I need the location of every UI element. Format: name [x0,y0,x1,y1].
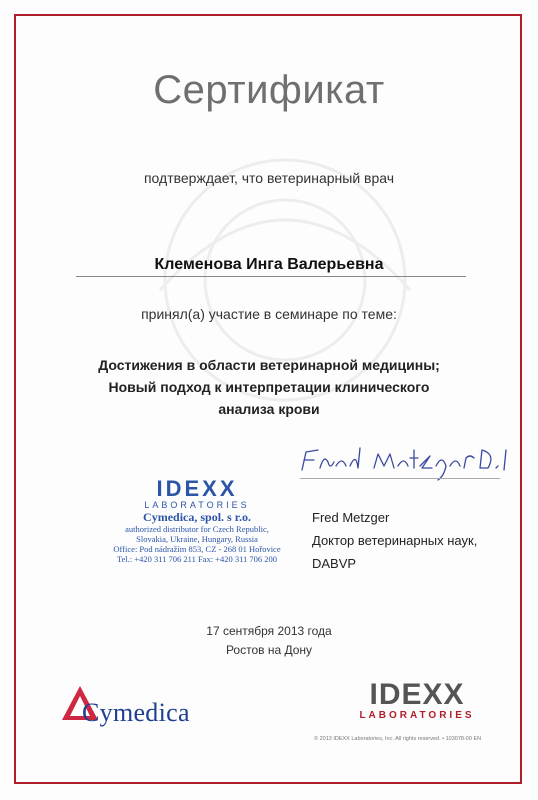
idexx-wordmark: IDEXX [369,678,465,711]
stamp-logo-sub: LABORATORIES [144,500,250,510]
signer-title: DABVP [312,556,357,571]
topic-line-3: анализа крови [218,401,320,417]
certificate-title: Сертификат [153,68,385,112]
confirm-text: подтверждает, что ветеринарный врач [143,170,395,186]
event-city: Ростов на Дону [225,643,313,657]
cymedica-wordmark: Cymedica [82,698,190,727]
signer-block [312,506,477,575]
event-date-place [0,622,538,660]
stamp-line-2: Slovakia, Ukraine, Hungary, Russia [136,534,258,544]
participation-text: принял(а) участие в семинаре по теме: [141,306,397,322]
distributor-stamp [92,478,302,573]
stamp-company: Cymedica, spol. s r.o. [143,510,251,524]
signer-name: Fred Metzger [312,510,390,525]
topic-line-2: Новый подход к интерпретации клинического [108,379,430,395]
stamp-line-1: authorized distributor for Czech Republic, [125,524,269,534]
idexx-sub: LABORATORIES [359,710,475,721]
seminar-topic [0,354,538,420]
stamp-line-3: Office: Pod nádražím 853, CZ - 268 01 Hořovice [113,544,281,554]
cymedica-logo [60,684,210,728]
copyright-text: © 2013 IDEXX Laboratories, Inc. All rights reserved. • 103078-00 EN [314,736,482,742]
event-date: 17 сентября 2013 года [206,624,332,638]
recipient-name: Клеменова Инга Валерьевна [154,256,384,273]
stamp-line-4: Tel.: +420 311 706 211 Fax: +420 311 706 200 [116,554,278,564]
idexx-logo [352,680,482,722]
name-underline [76,276,466,277]
signature-line [300,478,500,479]
stamp-idexx-logo: IDEXX [156,476,238,501]
signer-degree: Доктор ветеринарных наук, [312,533,478,548]
topic-line-1: Достижения в области ветеринарной медицины; [98,357,440,373]
